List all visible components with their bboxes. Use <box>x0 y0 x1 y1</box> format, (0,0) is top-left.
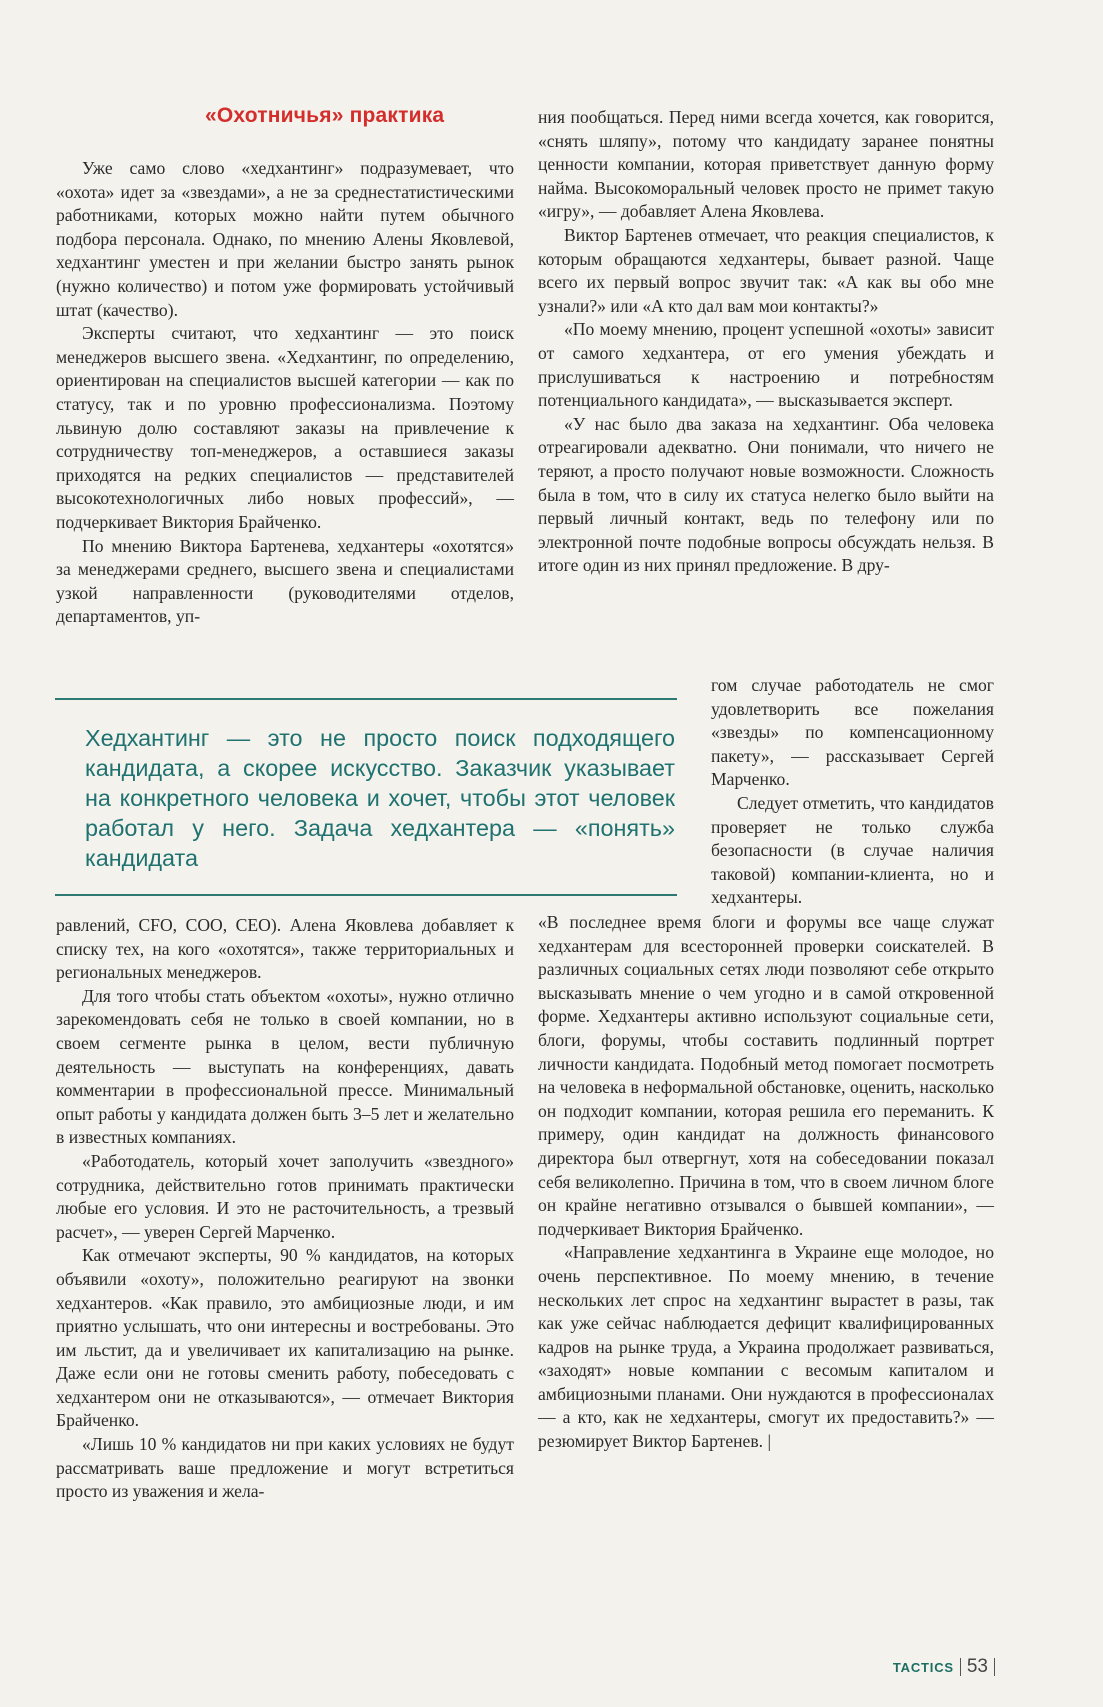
paragraph: ния пообщаться. Перед ними всегда хочется, как говорится, «снять шляпу», потому что кандидату заранее понятны ценности компании, которая приветствует данную форму найма. Высокоморальный человек просто не примет такую «игру», — добавляет Алена Яковлева. <box>538 107 994 222</box>
paragraph: Уже само слово «хедхантинг» подразумевает, что «охота» идет за «звездами», а не за среднестатистическими работниками, которых можно найти путем обычного подбора персонала. Однако, по мнению Алены Яковлевой, хедхантинг уместен и при желании быстро занять рынок (нужно количество) и потом уже формировать устойчивый штат (качество). <box>56 158 514 320</box>
paragraph: «Направление хедхантинга в Украине еще молодое, но очень перспективное. По моему мнению, в течение нескольких лет спрос на хедхантинг вырастет в разы, так как уже сейчас наблюдается дефицит квалифицированных кадров на рынке труда, а Украина продолжает развиваться, «заходят» новые компании с весомым капиталом и амбициозными планами. Они нуждаются в профессионалах — а кто, как не хедхантеры, смогут их предоставить?» — резюмирует Виктор Бартенев. | <box>538 1242 994 1452</box>
paragraph: «Лишь 10 % кандидатов ни при каких условиях не будут рассматривать ваше предложение и могут встретиться просто из уважения и жела- <box>56 1434 514 1502</box>
paragraph: Виктор Бартенев отмечает, что реакция специалистов, к которым обращаются хедхантеры, бывает разной. Чаще всего их первый вопрос звучит так: «А как вы обо мне узнали?» или «А кто дал вам мои контакты?» <box>538 224 994 316</box>
paragraph: Следует отметить, что кандидатов проверяет не только служба безопасности (в случае наличия таковой) компании-клиента, но и хедхантеры. <box>711 792 994 908</box>
paragraph: Эксперты считают, что хедхантинг — это поиск менеджеров высшего звена. «Хедхантинг, по определению, ориентирован на специалистов высшей категории — как по статусу, так и по уровню профессионализма. Поэтому львиную долю составляют заказы на привлечение к сотрудничеству топ-менеджеров, а оставшиеся заказы приходятся на редких специалистов — представителей высокотехнологичных либо новых профессий», — подчеркивает Виктория Брайченко. <box>56 323 514 532</box>
pull-quote <box>55 698 677 896</box>
paragraph: «У нас было два заказа на хедхантинг. Оба человека отреагировали адекватно. Они понимали, что ничего не теряют, а просто получают новые возможности. Сложность была в том, что в силу их статуса нелегко было выйти на первый личный контакт, ведь по телефону или по электронной почте подобные вопросы обсуждать нельзя. В итоге один из них принял предложение. В дру- <box>538 413 994 576</box>
divider <box>994 1658 995 1676</box>
right-column-narrow <box>711 674 994 910</box>
page-number: 53 <box>966 1656 988 1677</box>
section-heading: «Охотничья» практика <box>205 104 445 127</box>
left-column-bottom <box>56 914 514 1504</box>
paragraph: равлений, CFO, COO, CEO). Алена Яковлева добавляет к списку тех, на кого «охотятся», также территориальных и региональных менеджеров. <box>56 915 514 983</box>
paragraph: «Работодатель, который хочет заполучить «звездного» сотрудника, действительно готов принимать практически любые его условия. И это не расточительность, а трезвый расчет», — уверен Сергей Марченко. <box>56 1150 514 1242</box>
page-footer <box>893 1656 995 1678</box>
paragraph: Как отмечают эксперты, 90 % кандидатов, на которых объявили «охоту», положительно реагируют на звонки хедхантеров. «Как правило, это амбициозные люди, и им приятно услышать, что они интересны и востребованы. Это им льстит, да и увеличивает их капитализацию на рынке. Даже если они не готовы сменить работу, побеседовать с хедхантером они не отказываются», — отмечает Виктория Брайченко. <box>56 1245 514 1431</box>
left-column-top <box>56 157 514 629</box>
paragraph: Для того чтобы стать объектом «охоты», нужно отлично зарекомендовать себя не только в своей компании, но в своем сегменте рынка в целом, вести публичную деятельность — выступать на конференциях, давать комментарии в профессиональной прессе. Минимальный опыт работы у кандидата должен быть 3–5 лет и желательно в известных компаниях. <box>56 985 514 1148</box>
divider <box>960 1658 961 1676</box>
right-column-bottom <box>538 911 994 1454</box>
pull-quote-text: Хедхантинг — это не просто поиск подходящего кандидата, а скорее искусство. Заказчик указывает на конкретного человека и хочет, чтобы этот человек работал у него. Задача хедхантера — «понять» кандидата <box>85 725 675 871</box>
paragraph: «В последнее время блоги и форумы все чаще служат хедхантерам для всесторонней проверки соискателей. В различных социальных сетях люди позволяют себе открыто высказывать мнение о чем угодно и в самой откровенной форме. Хедхантеры активно используют социальные сети, блоги, форумы, чтобы составить подлинный портрет личности кандидата. Подобный метод помогает посмотреть на человека в неформальной обстановке, оценить, насколько он подходит компании, которая решила его переманить. К примеру, один кандидат на должность финансового директора был отвергнут, хотя на собеседовании показал себя великолепно. Причина в том, что в своем личном блоге он крайне негативно отзывался о бывшей компании», — подчеркивает Виктория Брайченко. <box>538 912 994 1239</box>
right-column-top <box>538 106 994 578</box>
paragraph: По мнению Виктора Бартенева, хедхантеры «охотятся» за менеджерами среднего, высшего звена и специалистами узкой направленности (руководителями отделов, департаментов, уп- <box>56 535 514 627</box>
paragraph: «По моему мнению, процент успешной «охоты» зависит от самого хедхантера, от его умения убеждать и прислушиваться к настроению и потребностям потенциального кандидата», — высказывается эксперт. <box>538 319 994 411</box>
paragraph: гом случае работодатель не смог удовлетворить все пожелания «звезды» по компенсационному пакету», — рассказывает Сергей Марченко. <box>711 675 994 790</box>
magazine-logo: TACTICS <box>892 1659 954 1675</box>
